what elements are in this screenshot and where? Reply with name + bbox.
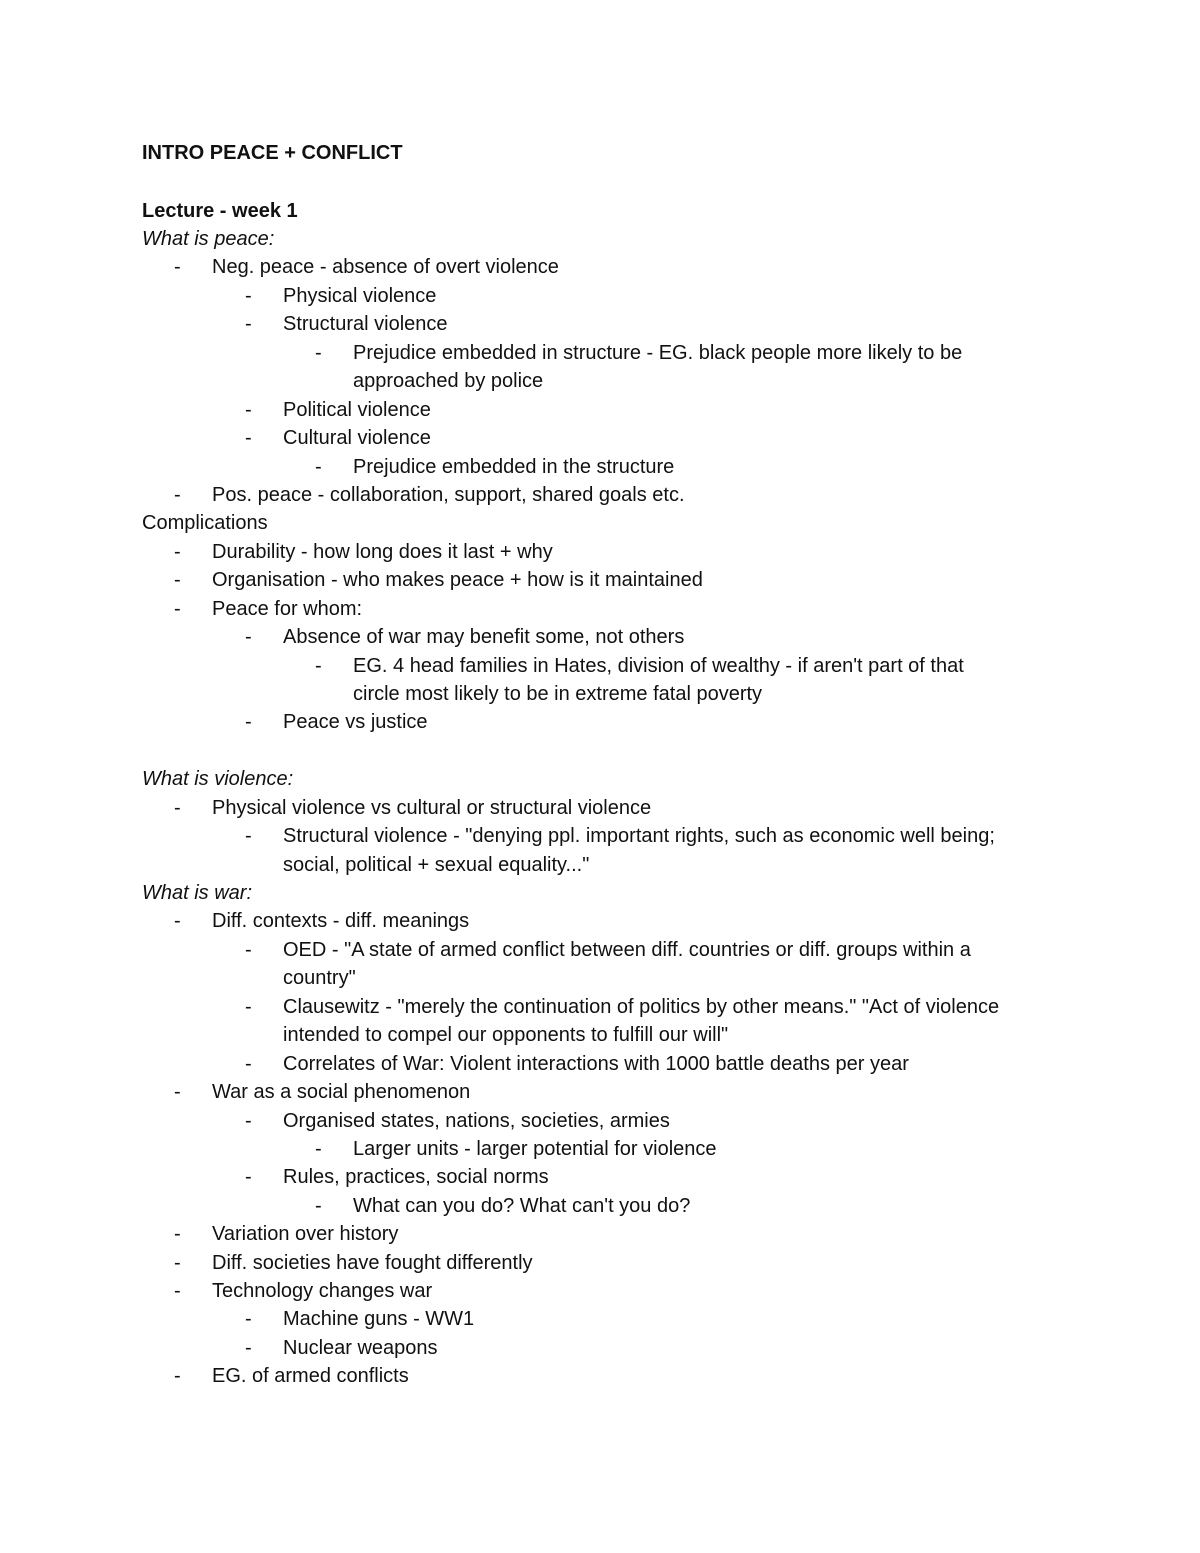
line-text: Structural violence [283,313,448,335]
bullet-dash: - [174,1223,181,1245]
bullet-dash: - [174,598,181,620]
list-item [0,1163,1200,1191]
line-text: Prejudice embedded in the structure [353,456,675,478]
bullet-dash: - [245,996,252,1018]
line-text: Machine guns - WW1 [283,1308,475,1330]
section-heading [0,765,1200,793]
section-heading [0,225,1200,253]
line-text: Durability - how long does it last + why [212,541,553,563]
line-text: Pos. peace - collaboration, support, shared goals etc. [212,484,685,506]
list-item [0,652,1200,680]
line-text: Physical violence vs cultural or structural violence [212,797,652,819]
bullet-dash: - [245,825,252,847]
line-text: Technology changes war [212,1280,433,1302]
list-item [0,907,1200,935]
list-item [0,538,1200,566]
text-line [0,509,1200,537]
bullet-dash: - [245,1053,252,1075]
list-item [0,253,1200,281]
list-item [0,424,1200,452]
line-text: Larger units - larger potential for violence [353,1138,717,1160]
line-text: social, political + sexual equality..." [283,854,590,876]
line-text: Variation over history [212,1223,399,1245]
bullet-dash: - [315,1138,322,1160]
bullet-dash: - [174,797,181,819]
line-text: Diff. contexts - diff. meanings [212,910,470,932]
list-item [0,1050,1200,1078]
bullet-dash: - [174,1252,181,1274]
line-text: Nuclear weapons [283,1337,438,1359]
line-text: EG. 4 head families in Hates, division of wealthy - if aren't part of that [353,655,964,677]
list-item [0,1135,1200,1163]
bullet-dash: - [315,1195,322,1217]
line-text: EG. of armed conflicts [212,1365,409,1387]
bullet-dash: - [245,285,252,307]
line-text: Correlates of War: Violent interactions with 1000 battle deaths per year [283,1053,909,1075]
line-text: OED - "A state of armed conflict between diff. countries or diff. groups within a [283,939,971,961]
bullet-dash: - [315,655,322,677]
line-text: country" [283,967,356,989]
list-item [0,566,1200,594]
bullet-dash: - [174,1081,181,1103]
bullet-dash: - [174,256,181,278]
bullet-dash: - [245,1110,252,1132]
list-item [0,1220,1200,1248]
bullet-dash: - [174,484,181,506]
text-line [0,1021,1200,1049]
bullet-dash: - [245,399,252,421]
line-text: War as a social phenomenon [212,1081,471,1103]
bullet-dash: - [245,1308,252,1330]
text-line [0,680,1200,708]
list-item [0,936,1200,964]
list-item [0,1192,1200,1220]
line-text: Political violence [283,399,431,421]
document-title [0,139,1200,167]
list-item [0,1334,1200,1362]
list-item [0,339,1200,367]
section-heading [0,879,1200,907]
bullet-dash: - [245,1166,252,1188]
list-item [0,1362,1200,1390]
list-item [0,708,1200,736]
bullet-dash: - [315,342,322,364]
list-item [0,1305,1200,1333]
list-item [0,1078,1200,1106]
line-text: Neg. peace - absence of overt violence [212,256,559,278]
line-text: approached by police [353,370,544,392]
list-item [0,282,1200,310]
bullet-dash: - [245,626,252,648]
bullet-dash: - [174,541,181,563]
line-text: Lecture - week 1 [142,200,298,222]
bullet-dash: - [245,939,252,961]
list-item [0,310,1200,338]
bullet-dash: - [174,569,181,591]
list-item [0,595,1200,623]
text-line [0,367,1200,395]
line-text: intended to compel our opponents to fulfill our will" [283,1024,729,1046]
line-text: Physical violence [283,285,437,307]
line-text: Cultural violence [283,427,431,449]
list-item [0,1107,1200,1135]
line-text: Clausewitz - "merely the continuation of politics by other means." "Act of violence [283,996,1000,1018]
line-text: Organisation - who makes peace + how is it maintained [212,569,703,591]
line-text: What is war: [142,882,253,904]
line-text: Diff. societies have fought differently [212,1252,533,1274]
list-item [0,993,1200,1021]
line-text: What can you do? What can't you do? [353,1195,691,1217]
line-text: circle most likely to be in extreme fatal poverty [353,683,763,705]
list-item [0,1277,1200,1305]
section-heading [0,197,1200,225]
line-text: Organised states, nations, societies, armies [283,1110,670,1132]
document-title-text: INTRO PEACE + CONFLICT [142,142,403,164]
list-item [0,481,1200,509]
line-text: Structural violence - "denying ppl. important rights, such as economic well being; [283,825,995,847]
list-item [0,1249,1200,1277]
list-item [0,453,1200,481]
bullet-dash: - [245,427,252,449]
line-text: Absence of war may benefit some, not others [283,626,685,648]
list-item [0,396,1200,424]
bullet-dash: - [245,711,252,733]
list-item [0,623,1200,651]
bullet-dash: - [245,1337,252,1359]
list-item [0,822,1200,850]
line-text: Rules, practices, social norms [283,1166,549,1188]
line-text: Peace vs justice [283,711,428,733]
bullet-dash: - [315,456,322,478]
line-text: Complications [142,512,268,534]
text-line [0,964,1200,992]
bullet-dash: - [174,1280,181,1302]
line-text: What is peace: [142,228,275,250]
line-text: Peace for whom: [212,598,363,620]
text-line [0,851,1200,879]
bullet-dash: - [245,313,252,335]
line-text: Prejudice embedded in structure - EG. black people more likely to be [353,342,963,364]
bullet-dash: - [174,1365,181,1387]
list-item [0,794,1200,822]
line-text: What is violence: [142,768,294,790]
bullet-dash: - [174,910,181,932]
